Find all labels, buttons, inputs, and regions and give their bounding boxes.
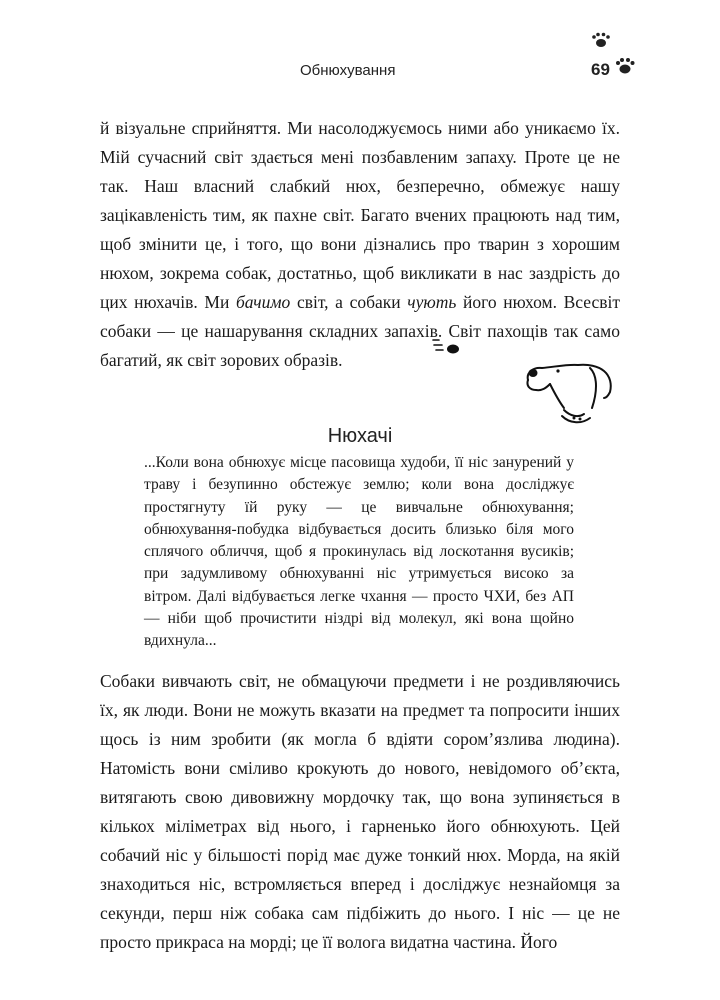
intro-paragraph (100, 114, 620, 375)
intro-text-2: світ, а собаки (290, 292, 408, 312)
intro-text-1: й візуальне сприйняття. Ми насолоджуємось ними або уникаємо їх. Мій сучасний світ здається мені позбавленим запаху. Проте це не так. Наш власний слабкий нюх, безперечно, обмежує нашу зацікавленість тим, як пахне світ. Багато вчених працюють над тим, щоб змінити це, і того, що вони дізнались про тварин з хорошим нюхом, зокрема собак, достатньо, щоб викликати в нас заздрість до цих нюхачів. Ми (100, 118, 620, 312)
page-number: 69 (591, 60, 610, 79)
intro-emphasis-see: бачимо (235, 292, 291, 312)
intro-text-3: його нюхом. Всесвіт собаки — це нашарування складних запахів. Світ пахощів так само багатий, як світ зорових образів. (100, 292, 620, 370)
body-paragraph: Собаки вивчають світ, не обмацуючи предмети і не роздивляючись їх, як люди. Вони не можуть вказати на предмет та попросити інших щось із ним зробити (як могла б вдіяти сором’язлива людина). Натомість вони сміливо крокують до нового, невідомого об’єкта, витягають свою дивовижну мордочку так, що вона зупиняється в кількох міліметрах від нього, і гарненько його обнюхують. Цей собачий ніс у більшості порід має дуже тонкий нюх. Морда, на якій знаходиться ніс, встромляється вперед і досліджує незнайомця за секунди, перш ніж собака сам підбіжить до нього. І ніс — це не просто прикраса на морді; це її волога видатна частина. Його (100, 671, 620, 952)
dog-head-sketch (520, 358, 620, 430)
dog-nose-sketch (430, 336, 464, 356)
intro-emphasis-smell: чують (407, 292, 457, 312)
section-title: Нюхачі (327, 425, 393, 447)
running-head: Обнюхування (300, 62, 396, 79)
quote-block: ...Коли вона обнюхує місце пасовища худоби, її ніс занурений у траву і безупинно обстежує землю; коли вона досліджує простягнуту їй руку — це вивчальне обнюхування; обнюхування-побудка відбувається досить близько біля мого сплячого обличчя, щоб я прокинулась від лоскотання вусиків; при задумливому обнюхуванні ніс утримується високо за вітром. Далі відбувається легке чхання — просто ЧХИ, без АП — ніби щоб прочистити ніздрі від молекул, які вона щойно вдихнула... (144, 454, 574, 650)
